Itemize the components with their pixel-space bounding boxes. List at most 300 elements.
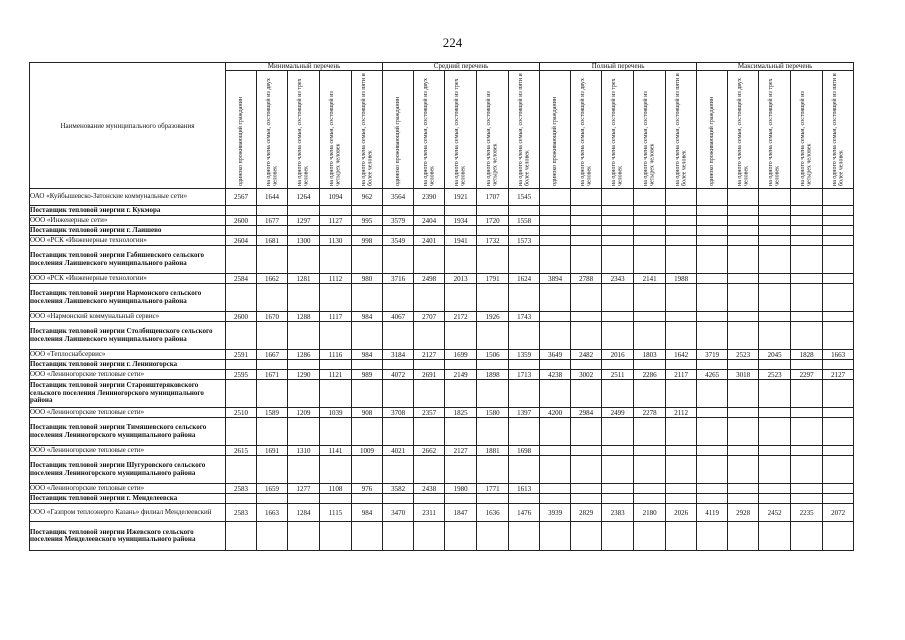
value-cell — [823, 322, 854, 350]
value-cell — [445, 206, 477, 216]
value-cell — [697, 206, 728, 216]
value-cell — [666, 284, 697, 312]
section-heading: Поставщик тепловой энергии Столбищенского сельского поселения Лаишевского муниципального района — [30, 322, 226, 350]
value-cell — [320, 418, 352, 446]
value-cell: 2343 — [602, 274, 634, 284]
value-cell — [445, 418, 477, 446]
value-cell: 1290 — [288, 370, 320, 380]
value-cell — [634, 189, 666, 206]
value-cell: 2829 — [571, 504, 602, 522]
table-row — [30, 216, 854, 226]
value-cell — [509, 322, 540, 350]
value-cell — [414, 246, 445, 274]
value-cell — [288, 418, 320, 446]
value-cell: 2026 — [666, 504, 697, 522]
value-cell — [477, 246, 509, 274]
value-cell — [823, 226, 854, 236]
section-heading: Поставщик тепловой энергии г. Кукмора — [30, 206, 226, 216]
value-cell — [634, 446, 666, 456]
value-cell: 2452 — [759, 504, 791, 522]
value-cell: 1281 — [288, 274, 320, 284]
value-cell — [257, 494, 288, 504]
column-header — [320, 71, 352, 189]
value-cell — [540, 206, 571, 216]
value-cell: 3002 — [571, 370, 602, 380]
value-cell: 1670 — [257, 312, 288, 322]
value-cell — [823, 216, 854, 226]
supplier-section-row — [30, 522, 854, 551]
value-cell — [697, 312, 728, 322]
value-cell — [791, 380, 823, 408]
value-cell — [602, 312, 634, 322]
table-row — [30, 484, 854, 494]
value-cell — [759, 360, 791, 370]
value-cell — [697, 380, 728, 408]
column-header — [571, 71, 602, 189]
value-cell — [602, 322, 634, 350]
value-cell: 1117 — [320, 312, 352, 322]
value-cell — [602, 456, 634, 484]
value-cell — [571, 312, 602, 322]
value-cell — [288, 284, 320, 312]
value-cell: 2510 — [226, 408, 257, 418]
value-cell: 1663 — [823, 350, 854, 360]
value-cell — [226, 494, 257, 504]
value-cell — [477, 206, 509, 216]
value-cell — [759, 380, 791, 408]
organization-name: ООО «Газпром теплоэнерго Казань» филиал Менделеевский — [30, 504, 226, 522]
column-header — [383, 71, 414, 189]
value-cell — [602, 226, 634, 236]
value-cell: 2482 — [571, 350, 602, 360]
section-heading: Поставщик тепловой энергии Нармонского сельского поселения Лаишевского муниципального района — [30, 284, 226, 312]
organization-name: ООО «Теплоснабсервис» — [30, 350, 226, 360]
value-cell: 3894 — [540, 274, 571, 284]
value-cell — [759, 226, 791, 236]
value-cell — [791, 216, 823, 226]
value-cell: 1881 — [477, 446, 509, 456]
value-cell — [477, 322, 509, 350]
value-cell — [226, 522, 257, 551]
value-cell — [602, 189, 634, 206]
value-cell: 1141 — [320, 446, 352, 456]
value-cell — [697, 246, 728, 274]
column-header-name: Наименование муниципального образования — [30, 63, 226, 189]
value-cell: 1771 — [477, 484, 509, 494]
value-cell — [602, 216, 634, 226]
value-cell: 2499 — [602, 408, 634, 418]
value-cell — [728, 226, 759, 236]
value-cell: 1209 — [288, 408, 320, 418]
value-cell — [571, 494, 602, 504]
value-cell: 1506 — [477, 350, 509, 360]
value-cell: 2013 — [445, 274, 477, 284]
value-cell — [728, 446, 759, 456]
column-header — [257, 71, 288, 189]
value-cell: 4265 — [697, 370, 728, 380]
value-cell — [445, 246, 477, 274]
value-cell: 2127 — [445, 446, 477, 456]
value-cell: 2016 — [602, 350, 634, 360]
value-cell: 2523 — [728, 350, 759, 360]
value-cell — [602, 446, 634, 456]
value-cell — [602, 484, 634, 494]
value-cell: 976 — [352, 484, 383, 494]
value-cell — [414, 206, 445, 216]
value-cell — [477, 456, 509, 484]
value-cell: 2045 — [759, 350, 791, 360]
column-header — [226, 71, 257, 189]
value-cell — [666, 246, 697, 274]
value-cell — [571, 284, 602, 312]
value-cell: 1662 — [257, 274, 288, 284]
value-cell — [226, 380, 257, 408]
organization-name: ООО «Лениногорские тепловые сети» — [30, 484, 226, 494]
value-cell: 2383 — [602, 504, 634, 522]
value-cell — [414, 522, 445, 551]
value-cell — [728, 484, 759, 494]
value-cell — [414, 418, 445, 446]
value-cell — [602, 246, 634, 274]
value-cell: 1039 — [320, 408, 352, 418]
value-cell: 1284 — [288, 504, 320, 522]
value-cell — [540, 418, 571, 446]
value-cell — [697, 484, 728, 494]
value-cell: 1732 — [477, 236, 509, 246]
section-heading: Поставщик тепловой энергии г. Лаишево — [30, 226, 226, 236]
value-cell: 2311 — [414, 504, 445, 522]
column-header-label: на одного члена семьи, состоящей из четырех человек — [643, 91, 656, 186]
value-cell — [823, 494, 854, 504]
value-cell — [414, 284, 445, 312]
value-cell — [320, 284, 352, 312]
value-cell — [759, 236, 791, 246]
value-cell — [445, 522, 477, 551]
value-cell — [728, 236, 759, 246]
value-cell: 4021 — [383, 446, 414, 456]
value-cell — [728, 456, 759, 484]
value-cell — [226, 246, 257, 274]
value-cell — [320, 360, 352, 370]
value-cell — [759, 484, 791, 494]
value-cell — [666, 226, 697, 236]
value-cell: 2278 — [634, 408, 666, 418]
column-header-label: на одного члена семьи, состоящей из пяти и более человек — [360, 73, 374, 186]
column-header — [602, 71, 634, 189]
value-cell: 1589 — [257, 408, 288, 418]
value-cell — [509, 206, 540, 216]
value-cell — [383, 522, 414, 551]
section-heading: Поставщик тепловой энергии г. Менделеевска — [30, 494, 226, 504]
column-header — [288, 71, 320, 189]
value-cell — [509, 456, 540, 484]
value-cell — [571, 380, 602, 408]
value-cell — [571, 246, 602, 274]
value-cell — [634, 236, 666, 246]
value-cell — [634, 226, 666, 236]
value-cell — [257, 284, 288, 312]
value-cell — [383, 456, 414, 484]
value-cell — [666, 418, 697, 446]
value-cell: 1699 — [445, 350, 477, 360]
value-cell: 2286 — [634, 370, 666, 380]
value-cell: 1127 — [320, 216, 352, 226]
value-cell — [257, 380, 288, 408]
value-cell — [728, 206, 759, 216]
value-cell — [728, 322, 759, 350]
value-cell — [571, 456, 602, 484]
value-cell — [509, 380, 540, 408]
value-cell — [823, 284, 854, 312]
value-cell: 1980 — [445, 484, 477, 494]
value-cell — [352, 360, 383, 370]
column-header-label: на одного члена семьи, состоящей из трех человек — [768, 78, 781, 186]
section-heading: Поставщик тепловой энергии Габишевского сельского поселения Лаишевского муниципального района — [30, 246, 226, 274]
value-cell — [728, 312, 759, 322]
value-cell — [509, 284, 540, 312]
value-cell: 2604 — [226, 236, 257, 246]
value-cell — [257, 322, 288, 350]
value-cell: 4119 — [697, 504, 728, 522]
table-row — [30, 274, 854, 284]
value-cell — [791, 189, 823, 206]
column-header — [791, 71, 823, 189]
value-cell — [602, 284, 634, 312]
value-cell — [383, 206, 414, 216]
column-header — [352, 71, 383, 189]
value-cell — [728, 274, 759, 284]
value-cell — [666, 322, 697, 350]
table-row — [30, 408, 854, 418]
value-cell — [571, 322, 602, 350]
column-header-label: на одного члена семьи, состоящей из пяти и более человек — [517, 73, 531, 186]
value-cell — [571, 189, 602, 206]
value-cell — [791, 284, 823, 312]
value-cell: 2180 — [634, 504, 666, 522]
value-cell — [823, 456, 854, 484]
value-cell — [540, 312, 571, 322]
value-cell — [634, 360, 666, 370]
value-cell: 1720 — [477, 216, 509, 226]
value-cell: 2584 — [226, 274, 257, 284]
value-cell: 1934 — [445, 216, 477, 226]
value-cell: 1681 — [257, 236, 288, 246]
value-cell — [571, 216, 602, 226]
value-cell — [288, 494, 320, 504]
value-cell — [602, 494, 634, 504]
value-cell — [791, 312, 823, 322]
value-cell — [414, 360, 445, 370]
supplier-section-row — [30, 380, 854, 408]
value-cell — [791, 236, 823, 246]
value-cell — [697, 226, 728, 236]
value-cell — [823, 484, 854, 494]
value-cell — [823, 380, 854, 408]
value-cell: 1713 — [509, 370, 540, 380]
column-header — [666, 71, 697, 189]
value-cell — [414, 226, 445, 236]
value-cell — [759, 274, 791, 284]
column-header-label: одиноко проживающий гражданин — [394, 97, 401, 186]
value-cell — [445, 380, 477, 408]
value-cell — [445, 494, 477, 504]
value-cell — [257, 246, 288, 274]
value-cell — [540, 522, 571, 551]
value-cell: 1707 — [477, 189, 509, 206]
value-cell — [257, 206, 288, 216]
value-cell — [759, 494, 791, 504]
column-header-label: одиноко проживающий гражданин — [551, 97, 558, 186]
group-header: Максимальный перечень — [697, 63, 854, 71]
value-cell — [634, 284, 666, 312]
organization-name: ООО «РСК «Инженерные технологии» — [30, 274, 226, 284]
value-cell — [823, 236, 854, 246]
value-cell: 1642 — [666, 350, 697, 360]
value-cell: 2591 — [226, 350, 257, 360]
group-header: Минимальный перечень — [226, 63, 383, 71]
value-cell — [383, 322, 414, 350]
value-cell: 2072 — [823, 504, 854, 522]
value-cell — [634, 494, 666, 504]
value-cell — [602, 522, 634, 551]
value-cell: 1988 — [666, 274, 697, 284]
supplier-section-row — [30, 284, 854, 312]
value-cell — [697, 456, 728, 484]
value-cell — [791, 274, 823, 284]
supplier-section-row — [30, 494, 854, 504]
value-cell — [634, 312, 666, 322]
column-header — [414, 71, 445, 189]
value-cell: 2583 — [226, 484, 257, 494]
value-cell — [352, 494, 383, 504]
value-cell — [352, 418, 383, 446]
table-row — [30, 189, 854, 206]
column-header-label: на одного члена семьи, состоящей из четырех человек — [800, 91, 813, 186]
value-cell — [634, 484, 666, 494]
value-cell: 1286 — [288, 350, 320, 360]
value-cell — [571, 236, 602, 246]
value-cell: 1624 — [509, 274, 540, 284]
value-cell: 2172 — [445, 312, 477, 322]
value-cell: 3649 — [540, 350, 571, 360]
column-header — [759, 71, 791, 189]
value-cell: 962 — [352, 189, 383, 206]
value-cell — [509, 226, 540, 236]
value-cell: 2498 — [414, 274, 445, 284]
value-cell — [288, 360, 320, 370]
value-cell: 1659 — [257, 484, 288, 494]
value-cell: 4238 — [540, 370, 571, 380]
value-cell — [823, 408, 854, 418]
table-row — [30, 370, 854, 380]
value-cell — [728, 380, 759, 408]
value-cell — [759, 312, 791, 322]
value-cell — [823, 246, 854, 274]
value-cell: 1941 — [445, 236, 477, 246]
value-cell: 3939 — [540, 504, 571, 522]
value-cell — [728, 246, 759, 274]
value-cell: 3579 — [383, 216, 414, 226]
value-cell: 1613 — [509, 484, 540, 494]
value-cell — [257, 456, 288, 484]
column-header-label: одиноко проживающий гражданин — [237, 97, 244, 186]
value-cell — [571, 522, 602, 551]
value-cell — [728, 216, 759, 226]
value-cell — [477, 494, 509, 504]
value-cell: 1397 — [509, 408, 540, 418]
value-cell: 3716 — [383, 274, 414, 284]
value-cell — [477, 360, 509, 370]
value-cell — [728, 418, 759, 446]
value-cell — [728, 494, 759, 504]
value-cell: 1310 — [288, 446, 320, 456]
value-cell — [226, 226, 257, 236]
supplier-section-row — [30, 322, 854, 350]
value-cell: 1825 — [445, 408, 477, 418]
value-cell — [759, 189, 791, 206]
value-cell — [352, 284, 383, 312]
value-cell — [666, 522, 697, 551]
value-cell — [759, 408, 791, 418]
value-cell — [759, 284, 791, 312]
value-cell: 1667 — [257, 350, 288, 360]
column-header — [823, 71, 854, 189]
value-cell: 2235 — [791, 504, 823, 522]
value-cell — [540, 284, 571, 312]
value-cell: 980 — [352, 274, 383, 284]
value-cell: 2357 — [414, 408, 445, 418]
column-header — [477, 71, 509, 189]
value-cell: 1677 — [257, 216, 288, 226]
value-cell — [383, 380, 414, 408]
value-cell: 1112 — [320, 274, 352, 284]
value-cell — [320, 456, 352, 484]
value-cell — [791, 408, 823, 418]
value-cell — [352, 206, 383, 216]
value-cell — [823, 418, 854, 446]
column-header-label: на одного члена семьи, состоящей из двух человек — [422, 78, 436, 186]
value-cell — [697, 189, 728, 206]
value-cell: 908 — [352, 408, 383, 418]
value-cell — [383, 284, 414, 312]
value-cell — [352, 522, 383, 551]
value-cell — [383, 246, 414, 274]
value-cell: 3549 — [383, 236, 414, 246]
value-cell — [257, 522, 288, 551]
organization-name: ООО «РСК «Инженерные технологии» — [30, 236, 226, 246]
section-heading: Поставщик тепловой энергии Ижевского сельского поселения Менделеевского муниципального района — [30, 522, 226, 551]
value-cell — [791, 456, 823, 484]
value-cell — [477, 226, 509, 236]
value-cell — [352, 322, 383, 350]
column-header-label: на одного члена семьи, состоящей из четырех человек — [329, 91, 342, 186]
value-cell — [540, 246, 571, 274]
value-cell — [634, 380, 666, 408]
value-cell: 2984 — [571, 408, 602, 418]
value-cell — [226, 418, 257, 446]
value-cell: 2595 — [226, 370, 257, 380]
value-cell: 2297 — [791, 370, 823, 380]
value-cell: 3564 — [383, 189, 414, 206]
value-cell — [759, 322, 791, 350]
value-cell: 1558 — [509, 216, 540, 226]
value-cell: 1828 — [791, 350, 823, 360]
value-cell — [759, 216, 791, 226]
value-cell — [697, 284, 728, 312]
column-header — [509, 71, 540, 189]
column-header — [540, 71, 571, 189]
value-cell — [288, 246, 320, 274]
